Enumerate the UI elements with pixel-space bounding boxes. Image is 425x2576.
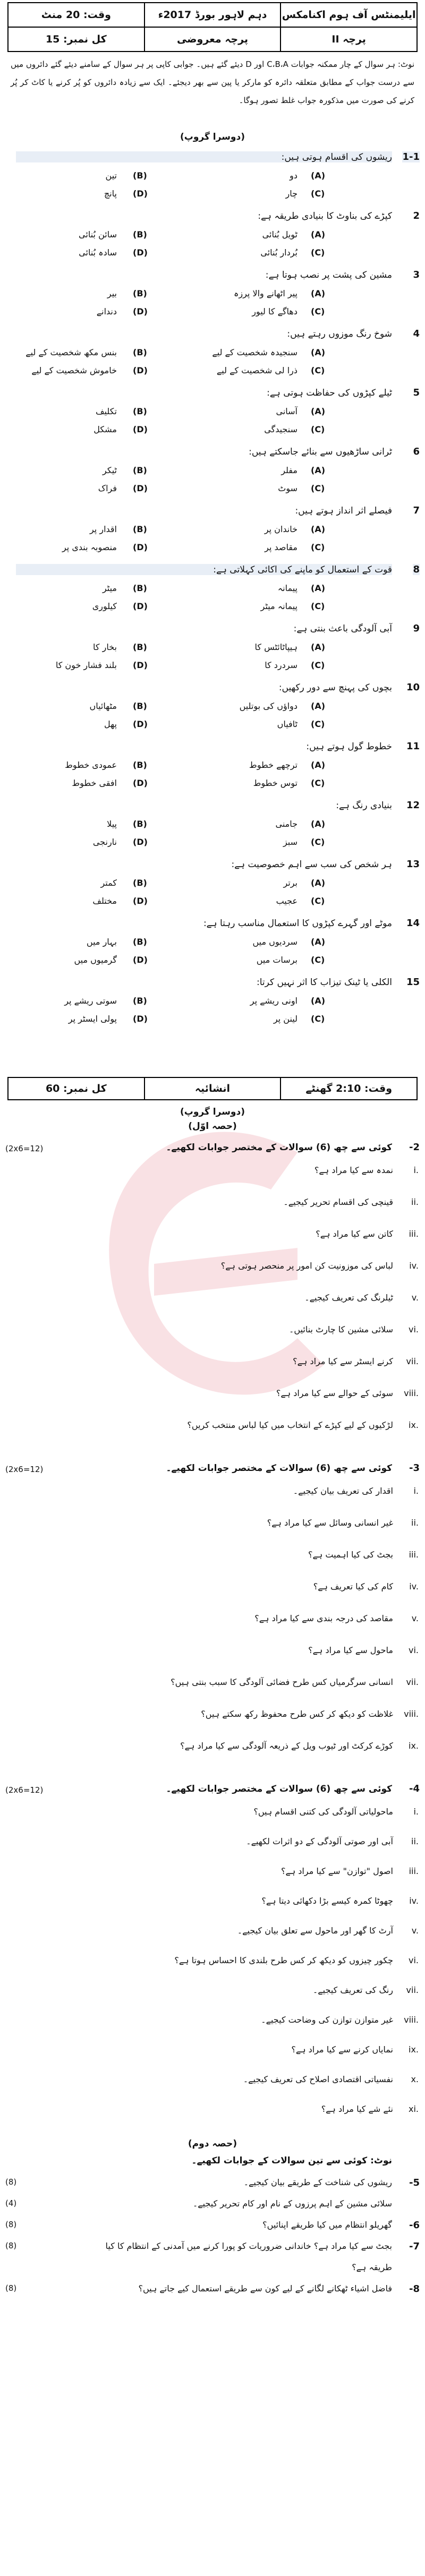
question-title: کوئی سے چھ (6) سوالات کے مختصر جوابات لکھیے۔	[166, 1463, 392, 1474]
option-a-letter: (A)	[311, 701, 326, 711]
option-b-letter: (B)	[133, 819, 147, 829]
sub-question: غلاظت کو دیکھ کر کس طرح محفوظ رکھ سکتے ہیں؟	[201, 1709, 393, 1719]
option-c-letter: (C)	[311, 424, 325, 434]
option-c-letter: (C)	[311, 660, 325, 670]
option-d: پانچ	[104, 189, 117, 199]
option-d: مختلف	[92, 896, 117, 906]
option-c-letter: (C)	[311, 483, 325, 493]
option-a-letter: (A)	[311, 170, 326, 181]
option-a: پیمانہ	[277, 583, 298, 593]
question-marks: (2x6=12)	[5, 1144, 44, 1153]
subjective-header	[7, 1077, 418, 1100]
mcq-question: موٹے اور گہرے کپڑوں کا استعمال مناسب رہتا ہے:	[203, 918, 392, 929]
option-b-letter: (B)	[133, 170, 147, 181]
option-c: ذرا لی شخصیت کے لیے	[216, 365, 298, 375]
option-a-letter: (A)	[311, 760, 326, 770]
option-a: پیر اٹھانے والا پرزہ	[233, 288, 298, 298]
option-b: تکلیف	[96, 406, 117, 416]
option-c-letter: (C)	[311, 955, 325, 965]
option-a: ٹویل بُنائی	[262, 229, 298, 239]
question-title: کوئی سے چھ (6) سوالات کے مختصر جوابات لکھیے۔	[166, 1784, 392, 1794]
option-d-letter: (D)	[133, 306, 148, 316]
option-c-letter: (C)	[311, 247, 325, 258]
option-c-letter: (C)	[311, 896, 325, 906]
option-d: منصوبہ بندی پر	[62, 542, 117, 552]
option-b: عمودی خطوط	[65, 760, 117, 770]
sub-question-number: viii.	[404, 1709, 419, 1719]
sub-question: انسانی سرگرمیاں کس طرح فضائی آلودگی کا سبب بنتی ہیں؟	[171, 1677, 393, 1687]
option-b: سائن بُنائی	[79, 229, 117, 239]
long-question-part: گھریلو انتظام میں کیا طریقے اپنائیں؟	[262, 2220, 392, 2230]
sub-question-number: v.	[411, 1613, 419, 1623]
group-label: (دوسرا گروپ)	[180, 132, 245, 142]
sub-question-number: v.	[411, 1293, 419, 1303]
long-question-part: فاضل اشیاء ٹھکانے لگانے کے لیے کون سے طریقے استعمال کیے جاتے ہیں؟	[138, 2283, 392, 2293]
sub-question-number: iv.	[409, 1581, 419, 1591]
option-b: پیلا	[107, 819, 117, 829]
question-marks: (2x6=12)	[5, 1465, 44, 1474]
mcq-question: فیصلے اثر انداز ہوتے ہیں:	[295, 506, 392, 516]
mcq-number: 9	[413, 623, 420, 634]
option-b-letter: (B)	[133, 642, 147, 652]
option-c: سردرد کا	[265, 660, 298, 670]
sub-question-number: ii.	[411, 1518, 419, 1528]
option-c-letter: (C)	[311, 189, 325, 199]
long-question-part: بجٹ سے کیا مراد ہے؟ خاندانی ضروریات کو پورا کرنے میں آمدنی کے انتظام کا کیا	[105, 2241, 392, 2251]
option-b: تین	[105, 170, 117, 181]
total-marks: کل نمبر: 15	[45, 33, 107, 45]
subjective-time: وقت: 2:10 گھنٹے	[280, 1078, 416, 1099]
option-d-letter: (D)	[133, 247, 148, 258]
sub-question-number: ii.	[411, 1197, 419, 1207]
mcq-question: ٹیلے کپڑوں کی حفاظت ہوتی ہے:	[267, 388, 392, 398]
sub-question: آبی اور صوتی آلودگی کے دو اثرات لکھیے۔	[246, 1836, 393, 1846]
option-b-letter: (B)	[133, 760, 147, 770]
sub-question: بجٹ کی کیا اہمیت ہے؟	[308, 1550, 393, 1560]
option-a-letter: (A)	[311, 288, 326, 298]
option-b-letter: (B)	[133, 701, 147, 711]
option-b-letter: (B)	[133, 583, 147, 593]
sub-question-number: viii.	[404, 1388, 419, 1398]
mcq-question: الکلی یا ٹینک تیزاب کا اثر نہیں کرتا:	[257, 977, 392, 988]
option-d-letter: (D)	[133, 955, 148, 965]
option-b: بخار کا	[93, 642, 117, 652]
option-c: پیمانہ میٹر	[260, 601, 298, 611]
long-question-number: -6	[409, 2220, 420, 2231]
sub-question-number: iv.	[409, 1896, 419, 1906]
sub-question: چکور چیزوں کو دیکھ کر کس طرح بلندی کا احساس ہوتا ہے؟	[174, 1955, 393, 1965]
option-b-letter: (B)	[133, 996, 147, 1006]
sub-question: کوڑے کرکٹ اور ٹیوب ویل کے ذریعہ آلودگی سے کیا مراد ہے؟	[180, 1741, 393, 1751]
option-d: مشکل	[94, 424, 117, 434]
mcq-number: 5	[413, 387, 420, 398]
sub-question-number: iii.	[409, 1550, 419, 1560]
mcq-number: 14	[406, 918, 420, 929]
sub-question: کرنے ایسٹر سے کیا مراد ہے؟	[293, 1356, 393, 1366]
sub-question-number: x.	[411, 2074, 419, 2084]
sub-question: غیر متوازن توازن کی وضاحت کیجیے۔	[261, 2015, 393, 2025]
option-a-letter: (A)	[311, 524, 326, 534]
sub-question: نمایاں کرنے سے کیا مراد ہے؟	[291, 2044, 393, 2055]
option-b: بیر	[107, 288, 117, 298]
option-a: ترچھے خطوط	[249, 760, 298, 770]
mcq-number: 8	[413, 564, 420, 575]
option-b-letter: (B)	[133, 878, 147, 888]
option-a-letter: (A)	[311, 406, 326, 416]
mcq-number: 11	[406, 741, 420, 752]
option-c-letter: (C)	[311, 837, 325, 847]
option-a-letter: (A)	[311, 937, 326, 947]
option-c: ٹافیاں	[277, 719, 298, 729]
long-question-part-continued: طریقہ ہے؟	[352, 2262, 392, 2272]
option-d: نارنجی	[92, 837, 117, 847]
long-question-marks: (8)	[5, 2177, 17, 2187]
sub-question-number: vi.	[409, 1645, 419, 1655]
option-c: سنجیدگی	[264, 424, 298, 434]
subjective-group-label: (دوسرا گروپ)	[180, 1107, 245, 1117]
mcq-question: ریشوں کی اقسام ہوتی ہیں:	[16, 151, 392, 162]
option-c-letter: (C)	[311, 542, 325, 552]
part-two-note: نوٹ: کوئی سے تین سوالات کے جوابات لکھیے۔	[191, 2155, 392, 2166]
sub-question-number: vi.	[409, 1955, 419, 1965]
long-question-part: سلائی مشین کے اہم پرزوں کے نام اور کام تحریر کیجیے۔	[192, 2198, 392, 2209]
long-question-marks: (8)	[5, 2241, 17, 2250]
option-c: برسات میں	[256, 955, 298, 965]
option-a-letter: (A)	[311, 465, 326, 475]
sub-question-number: iv.	[409, 1261, 419, 1271]
option-a: جامنی	[275, 819, 298, 829]
option-a-letter: (A)	[311, 229, 326, 239]
mcq-question: آبی آلودگی باعث بنتی ہے:	[293, 623, 392, 634]
mcq-question: ٹرانی ساڑھیوں سے بنائے جاسکتے ہیں:	[249, 447, 392, 457]
sub-question-number: v.	[411, 1925, 419, 1936]
mcq-number: 7	[413, 505, 420, 516]
sub-question-number: iii.	[409, 1866, 419, 1876]
sub-question-number: i.	[413, 1165, 419, 1175]
option-a: خاندان پر	[264, 524, 298, 534]
option-a: ہیپاٹائٹس کا	[254, 642, 298, 652]
sub-question: مقاصد کی درجہ بندی سے کیا مراد ہے؟	[254, 1613, 393, 1623]
sub-question: قینچی کی اقسام تحریر کیجیے۔	[283, 1197, 393, 1207]
option-c: توس خطوط	[253, 778, 298, 788]
option-b: میٹر	[102, 583, 117, 593]
sub-question: سوئی کے حوالے سے کیا مراد ہے؟	[276, 1388, 393, 1398]
option-d-letter: (D)	[133, 660, 148, 670]
mcq-question: کپڑے کی بناوٹ کا بنیادی طریقہ ہے:	[258, 211, 392, 221]
sub-question-number: xi.	[409, 2104, 419, 2114]
option-b: بنس مکھ شخصیت کے لیے	[26, 347, 117, 357]
option-d: پولی ایسٹر پر	[68, 1014, 117, 1024]
mcq-number: 13	[406, 859, 420, 870]
long-question-number: -5	[409, 2177, 420, 2188]
option-d: فراک	[98, 483, 117, 493]
paper-type: پرچہ معروضی	[144, 28, 280, 51]
option-d: پھل	[104, 719, 117, 729]
option-b: بہار میں	[86, 937, 117, 947]
option-a: اونی ریشے پر	[250, 996, 298, 1006]
option-d: افقی خطوط	[72, 778, 117, 788]
option-c: مقاصد پر	[265, 542, 298, 552]
mcq-number: 10	[406, 682, 420, 693]
option-c: سبز	[283, 837, 298, 847]
question-title: کوئی سے چھ (6) سوالات کے مختصر جوابات لکھیے۔	[166, 1142, 392, 1153]
option-c-letter: (C)	[311, 306, 325, 316]
objective-header	[7, 2, 418, 52]
option-a-letter: (A)	[311, 583, 326, 593]
sub-question: کاتن سے کیا مراد ہے؟	[316, 1229, 393, 1239]
option-a: سنجیدہ شخصیت کے لیے	[212, 347, 298, 357]
question-marks: (2x6=12)	[5, 1785, 44, 1795]
sub-question: لڑکیوں کے لیے کپڑے کے انتخاب میں کیا لباس منتخب کریں؟	[187, 1420, 393, 1430]
sub-question: ٹیلرنگ کی تعریف کیجیے۔	[304, 1293, 393, 1303]
long-question-marks: (8)	[5, 2220, 17, 2229]
option-a: مفلر	[281, 465, 298, 475]
option-c-letter: (C)	[311, 778, 325, 788]
option-d-letter: (D)	[133, 778, 148, 788]
subjective-type: انشائیہ	[144, 1078, 280, 1099]
option-d-letter: (D)	[133, 542, 148, 552]
sub-question-number: vi.	[409, 1324, 419, 1334]
option-a-letter: (A)	[311, 996, 326, 1006]
option-c-letter: (C)	[311, 1014, 325, 1024]
option-d-letter: (D)	[133, 719, 148, 729]
sub-question-number: ix.	[409, 2044, 419, 2055]
question-number: -4	[409, 1783, 420, 1794]
option-b-letter: (B)	[133, 229, 147, 239]
sub-question: ماحول سے کیا مراد ہے؟	[308, 1645, 393, 1655]
section-two-label: (حصہ دوم)	[188, 2138, 237, 2149]
option-d: خاموش شخصیت کے لیے	[31, 365, 117, 375]
exam-board-year: دہم لاہور بورڈ 2017ء	[144, 3, 280, 27]
option-b: سوتی ریشے پر	[64, 996, 117, 1006]
option-d-letter: (D)	[133, 896, 148, 906]
option-d-letter: (D)	[133, 601, 148, 611]
sub-question: اصول "توازن" سے کیا مراد ہے؟	[280, 1866, 393, 1876]
option-d-letter: (D)	[133, 424, 148, 434]
sub-question-number: vii.	[406, 1677, 419, 1687]
sub-question: نمدہ سے کیا مراد ہے؟	[314, 1165, 393, 1175]
option-a-letter: (A)	[311, 642, 326, 652]
paper-number: پرچہ II	[280, 28, 416, 51]
option-c: لینن پر	[273, 1014, 298, 1024]
option-b-letter: (B)	[133, 937, 147, 947]
long-question-number: -7	[409, 2241, 420, 2252]
sub-question: آرٹ کا گھر اور ماحول سے تعلق بیان کیجیے۔	[237, 1925, 393, 1936]
mcq-number: 4	[413, 328, 420, 339]
mcq-question: بنیادی رنگ ہے:	[336, 800, 392, 811]
option-a: دو	[290, 170, 298, 181]
sub-question: نئے شے کیا مراد ہے؟	[321, 2104, 393, 2114]
sub-question: چھوٹا کمرہ کیسے بڑا دکھائی دیتا ہے؟	[261, 1896, 393, 1906]
long-question-number: -8	[409, 2283, 420, 2295]
option-a: سردیوں میں	[252, 937, 298, 947]
sub-question-number: i.	[413, 1486, 419, 1496]
option-b: اقدار پر	[89, 524, 117, 534]
sub-question-number: i.	[413, 1807, 419, 1817]
mcq-question: ہر شخص کی سب سے اہم خصوصیت ہے:	[231, 859, 392, 870]
option-c: بُردار بُنائی	[260, 247, 298, 258]
mcq-question: بچوں کی پہنچ سے دور رکھیں:	[278, 682, 392, 693]
sub-question-number: ix.	[409, 1741, 419, 1751]
option-c-letter: (C)	[311, 719, 325, 729]
option-b-letter: (B)	[133, 465, 147, 475]
mcq-number: 1-1	[402, 151, 420, 162]
mcq-question: مشین کی پشت پر نصب ہوتا ہے:	[265, 270, 392, 280]
option-d-letter: (D)	[133, 483, 148, 493]
option-a: برتر	[283, 878, 298, 888]
option-d: گرمیوں میں	[74, 955, 117, 965]
exam-time: وقت: 20 منٹ	[41, 9, 111, 21]
mcq-number: 12	[406, 800, 420, 811]
long-question-marks: (4)	[5, 2198, 17, 2208]
sub-question-number: viii.	[404, 2015, 419, 2025]
option-d: کیلوری	[92, 601, 117, 611]
mcq-number: 6	[413, 446, 420, 457]
option-c: سوٹ	[278, 483, 298, 493]
sub-question-number: ii.	[411, 1836, 419, 1846]
sub-question-number: vii.	[406, 1985, 419, 1995]
option-d-letter: (D)	[133, 189, 148, 199]
long-question-part: ریشوں کی شناخت کے طریقے بیان کیجیے۔	[243, 2177, 392, 2187]
section-one-label: (حصہ اوّل)	[188, 1121, 237, 1132]
option-b: ٹیکر	[103, 465, 117, 475]
question-number: -2	[409, 1142, 420, 1153]
sub-question: رنگ کی تعریف کیجیے۔	[312, 1985, 393, 1995]
option-b-letter: (B)	[133, 288, 147, 298]
option-c-letter: (C)	[311, 601, 325, 611]
option-d: دندانے	[96, 306, 117, 316]
sub-question-number: iii.	[409, 1229, 419, 1239]
option-a: آسانی	[276, 406, 298, 416]
mcq-question: قوت کے استعمال کو ماپنے کی اکائی کہلاتی ہے:	[16, 564, 392, 575]
sub-question: سلائی مشین کا چارٹ بنائیں۔	[289, 1324, 393, 1334]
mcq-number: 2	[413, 210, 420, 221]
option-c: دھاگے کا لیور	[252, 306, 298, 316]
sub-question: کام کی کیا تعریف ہے؟	[313, 1581, 393, 1591]
mcq-question: خطوط گول ہوتے ہیں:	[306, 741, 392, 752]
mcq-question: شوخ رنگ موزوں رہتے ہیں:	[287, 329, 392, 339]
option-d-letter: (D)	[133, 1014, 148, 1024]
long-question-marks: (8)	[5, 2283, 17, 2293]
option-b-letter: (B)	[133, 524, 147, 534]
option-d: بلند فشار خون کا	[55, 660, 117, 670]
option-a-letter: (A)	[311, 819, 326, 829]
subjective-total-marks: کل نمبر: 60	[45, 1083, 107, 1094]
option-c-letter: (C)	[311, 365, 325, 375]
option-b-letter: (B)	[133, 347, 147, 357]
option-a: دواؤں کی بوتلیں	[239, 701, 298, 711]
sub-question: ماحولیاتی آلودگی کی کتنی اقسام ہیں؟	[253, 1807, 393, 1817]
option-a-letter: (A)	[311, 347, 326, 357]
option-c: عجیب	[276, 896, 298, 906]
exam-subject-title: ایلیمنٹس آف ہوم اکنامکس	[280, 3, 416, 27]
instructions-note: نوٹ: ہر سوال کے چار ممکنہ جوابات C،B،A اور D دیئے گئے ہیں۔ جوابی کاپی پر ہر سوال کے سامنے دیئے گئے دائروں میں سے درست جواب کے مطابق متعلقہ دائرہ کو مارکر یا پین سے بھر دیجئے۔ ایک سے زیادہ دائروں کو پُر کرنے یا کاٹ کر پُر کرنے کی صورت میں مذکورہ جواب غلط تصور ہوگا۔	[11, 59, 414, 105]
option-b: کمتر	[100, 878, 117, 888]
mcq-number: 15	[406, 977, 420, 988]
option-d-letter: (D)	[133, 837, 148, 847]
sub-question: اقدار کی تعریف بیان کیجیے۔	[293, 1486, 393, 1496]
option-a-letter: (A)	[311, 878, 326, 888]
option-b-letter: (B)	[133, 406, 147, 416]
question-number: -3	[409, 1462, 420, 1474]
sub-question: نفسیاتی اقتصادی اصلاح کی تعریف کیجیے۔	[243, 2074, 393, 2084]
option-d: سادہ بُنائی	[79, 247, 117, 258]
sub-question: غیر انسانی وسائل سے کیا مراد ہے؟	[267, 1518, 393, 1528]
option-c: چار	[285, 189, 298, 199]
sub-question-number: vii.	[406, 1356, 419, 1366]
sub-question: لباس کی موزونیت کن امور پر منحصر ہوتی ہے؟	[220, 1261, 393, 1271]
sub-question-number: ix.	[409, 1420, 419, 1430]
option-b: مٹھائیاں	[89, 701, 117, 711]
mcq-number: 3	[413, 269, 420, 280]
option-d-letter: (D)	[133, 365, 148, 375]
